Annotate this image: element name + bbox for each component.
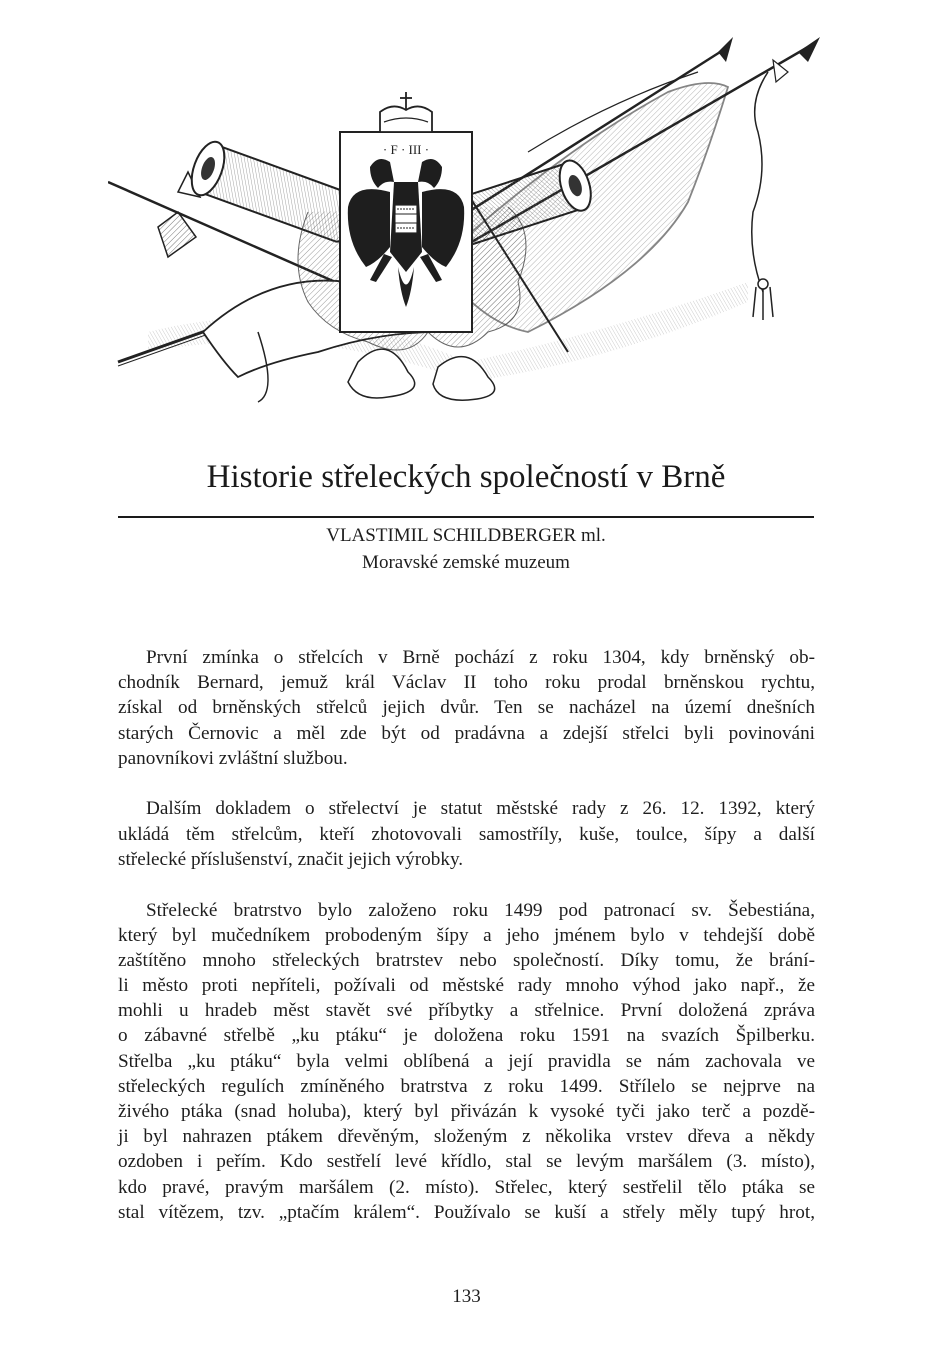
page-number: 133 [452,1286,481,1307]
text-line: o zábavné střelbě „ku ptáku“ je doložena roku 1591 na svazích Špilberku. [118,1025,815,1047]
text-line: ji byl nahrazen ptákem dřevěným, složeným z několika vrstev dřeva a někdy [118,1126,815,1148]
text-line: zaštítěno mnoho střeleckých bratrstev nebo společností. Díky tomu, že brání- [118,949,815,971]
text-line: střeleckých regulích zmíněného bratrstva z roku 1499. Střílelo se nejprve na [118,1075,815,1097]
paragraph [118,796,815,872]
article-title: Historie střeleckých společností v Brně [206,459,726,495]
text-line: li město proti nepříteli, požívali od městské rady mnoho výhod jako např., že [118,975,815,997]
text-line: Střelba „ku ptáku“ byla velmi oblíbená a její pravidla se nám zachovala ve [118,1050,815,1072]
title-divider [118,516,814,518]
byline [118,522,814,576]
text-line: mohli u hradeb měst stavět své příbytky a střelnice. První doložená zpráva [118,1000,815,1022]
text-line: živého ptáka (snad holuba), který byl přivázán k vysoké tyči jako terč a pozdě- [118,1101,815,1122]
text-line: získal od brněnských střelců jejich dvůr. Ten se nacházel na území dnešních [118,697,815,719]
text-line: starých Černovic a měl zde být od pradávna a zdejší střelci byli povinováni [118,722,815,744]
engraving-image [108,32,838,412]
author-affiliation: Moravské zemské muzeum [362,552,570,573]
paragraph [118,645,815,771]
coat-of-arms-illustration [108,32,838,412]
text-line: střelecké příslušenství, značit jejich výrobky. [118,848,464,870]
text-line: Střelecké bratrstvo bylo založeno roku 1499 pod patronací sv. Šebestiána, [146,899,815,921]
paragraph [118,898,815,1225]
shield-inscription: · F · III · [382,142,430,157]
text-line: chodník Bernard, jemuž král Václav II toho roku prodal brněnskou rychtu, [118,672,815,694]
author-name: VLASTIMIL SCHILDBERGER ml. [326,525,606,546]
article-body [118,645,815,1250]
text-line: panovníkovi zvláštní službou. [118,747,348,769]
text-line: kdo pravé, pravým maršálem (2. místo). Střelec, který sestřelil tělo ptáka se [118,1176,815,1198]
text-line: ozdoben i peřím. Kdo sestřelí levé křídlo, stal se levým maršálem (3. místo), [118,1151,815,1173]
text-line: První zmínka o střelcích v Brně pochází z roku 1304, kdy brněnský ob- [146,647,815,668]
text-line: stal vítězem, tzv. „ptačím králem“. Používalo se kuší a střely měly tupý hrot, [118,1201,815,1223]
text-line: ukládá těm střelcům, kteří zhotovovali samostříly, kuše, toulce, šípy a další [118,823,815,845]
text-line: který byl mučedníkem probodeným šípy a jeho jménem bylo v tehdejší době [118,924,815,946]
text-line: Dalším dokladem o střelectví je statut městské rady z 26. 12. 1392, který [146,798,815,820]
